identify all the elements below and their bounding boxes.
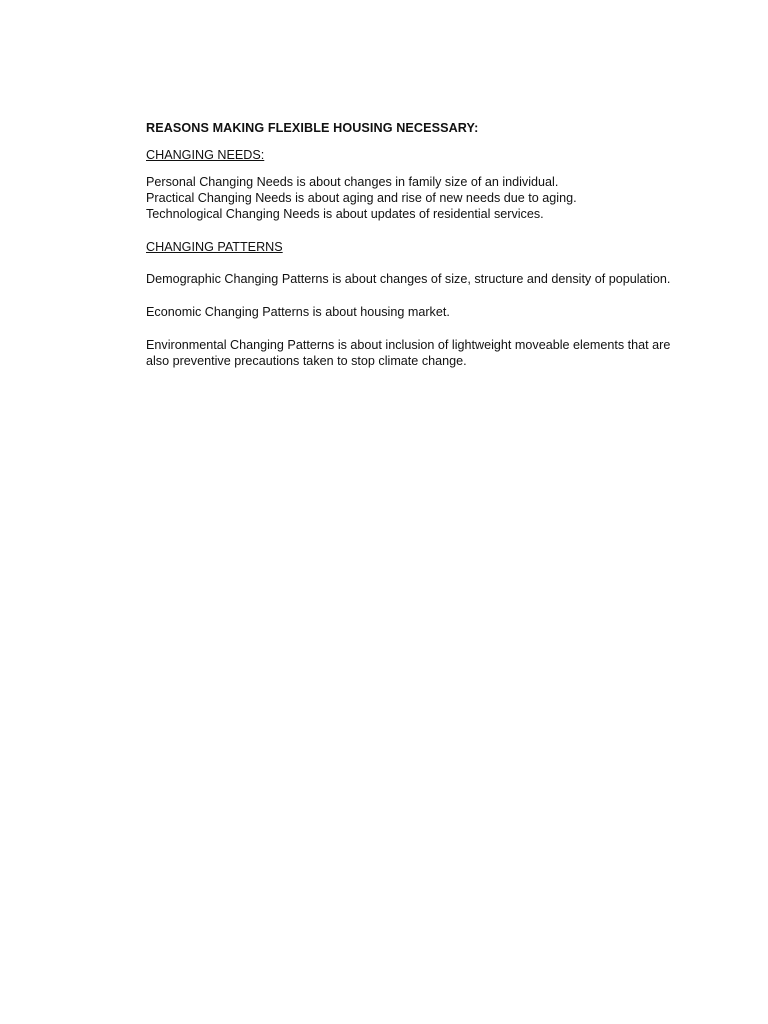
line-technological-needs: Technological Changing Needs is about updates of residential services. <box>146 207 544 221</box>
paragraph-demographic-patterns: Demographic Changing Patterns is about changes of size, structure and density of population. <box>146 272 671 286</box>
document-body <box>146 120 686 369</box>
line-personal-needs: Personal Changing Needs is about changes in family size of an individual. <box>146 175 559 189</box>
paragraph-economic-patterns: Economic Changing Patterns is about housing market. <box>146 305 450 319</box>
line-practical-needs: Practical Changing Needs is about aging and rise of new needs due to aging. <box>146 191 577 205</box>
paragraph-environmental-patterns: Environmental Changing Patterns is about inclusion of lightweight moveable elements that are also preventive precautions taken to stop climate change. <box>146 338 671 368</box>
section-heading-changing-needs: CHANGING NEEDS: <box>146 148 265 162</box>
section-heading-changing-patterns: CHANGING PATTERNS <box>146 240 283 254</box>
document-title: REASONS MAKING FLEXIBLE HOUSING NECESSARY: <box>146 121 479 135</box>
changing-needs-list <box>146 174 686 222</box>
